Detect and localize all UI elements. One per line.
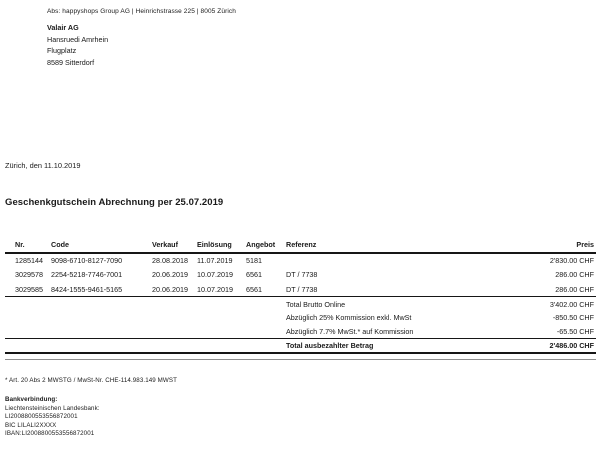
cell-referenz: DT / 7738 — [286, 282, 476, 297]
cell-code: 8424-1555-9461-5165 — [51, 282, 152, 297]
total-value: 3'402.00 CHF — [549, 299, 594, 309]
grand-total-value: 2'486.00 CHF — [476, 339, 596, 354]
col-header-nr: Nr. — [5, 240, 51, 253]
empty-cell — [5, 339, 286, 354]
cell-preis: 2'830.00 CHF — [549, 256, 594, 266]
grand-total-label: Total ausbezahlter Betrag — [286, 339, 476, 354]
bank-line: LI2008800553556872001 — [5, 413, 78, 421]
empty-cell — [5, 311, 286, 325]
recipient-name: Valair AG — [47, 23, 79, 32]
bank-line: IBAN:LI2008800553556872001 — [5, 430, 95, 438]
total-value: -850.50 CHF — [552, 313, 594, 323]
vat-note: * Art. 20 Abs 2 MWSTG / MwSt-Nr. CHE-114.983.149 MWST — [5, 377, 177, 384]
cell-angebot: 5181 — [246, 256, 262, 266]
col-header-preis: Preis — [476, 240, 596, 253]
total-row-mwst — [5, 325, 596, 339]
empty-cell — [5, 297, 286, 311]
recipient-line: Flugplatz — [47, 46, 77, 55]
cell-code: 2254-5218-7746-7001 — [51, 270, 123, 280]
table-bottom-rule — [5, 359, 596, 360]
document-title: Geschenkgutschein Abrechnung per 25.07.2019 — [5, 197, 224, 208]
col-header-verkauf: Verkauf — [152, 240, 197, 253]
total-value: -65.50 CHF — [476, 325, 596, 339]
cell-code: 9098-6710-8127-7090 — [51, 256, 123, 266]
cell-einloesung: 10.07.2019 — [197, 282, 246, 297]
cell-nr: 1285144 — [15, 256, 43, 266]
total-label: Abzüglich 7.7% MwSt.* auf Kommission — [286, 325, 476, 339]
grand-total-row — [5, 339, 596, 354]
table-header-row — [5, 240, 596, 253]
sender-line: Abs: happyshops Group AG | Heinrichstrasse 225 | 8005 Zürich — [47, 8, 236, 15]
cell-angebot: 6561 — [246, 282, 286, 297]
cell-preis: 286.00 CHF — [555, 270, 594, 280]
total-row-brutto — [5, 297, 596, 311]
cell-nr: 3029585 — [5, 282, 51, 297]
voucher-table — [5, 240, 596, 354]
recipient-line: Hansruedi Amrhein — [47, 34, 109, 44]
col-header-referenz: Referenz — [286, 240, 476, 253]
cell-einloesung: 11.07.2019 — [197, 256, 233, 266]
cell-einloesung: 10.07.2019 — [197, 270, 233, 280]
cell-verkauf: 20.06.2019 — [152, 282, 197, 297]
recipient-line: 8589 Sitterdorf — [47, 57, 95, 67]
bank-line: BIC LILALI2XXXX — [5, 421, 57, 429]
total-label: Total Brutto Online — [286, 299, 346, 309]
empty-cell — [5, 325, 286, 339]
bank-line: Liechtensteinischen Landesbank: — [5, 404, 100, 412]
recipient-block — [47, 22, 108, 68]
cell-verkauf: 28.08.2018 — [152, 256, 188, 266]
table-row — [5, 253, 596, 268]
bank-details-block — [5, 396, 100, 439]
col-header-einloesung: Einlösung — [197, 240, 246, 253]
table-row — [5, 282, 596, 297]
date-line: Zürich, den 11.10.2019 — [5, 161, 81, 170]
table-row — [5, 268, 596, 283]
cell-verkauf: 20.06.2019 — [152, 270, 188, 280]
bank-heading: Bankverbindung: — [5, 396, 58, 403]
cell-nr: 3029578 — [15, 270, 43, 280]
col-header-code: Code — [51, 240, 152, 253]
total-label: Abzüglich 25% Kommission exkl. MwSt — [286, 313, 412, 323]
cell-referenz — [286, 253, 476, 268]
cell-preis: 286.00 CHF — [476, 282, 596, 297]
col-header-angebot: Angebot — [246, 240, 286, 253]
cell-referenz: DT / 7738 — [286, 270, 318, 280]
cell-angebot: 6561 — [246, 270, 262, 280]
total-row-kommission — [5, 311, 596, 325]
